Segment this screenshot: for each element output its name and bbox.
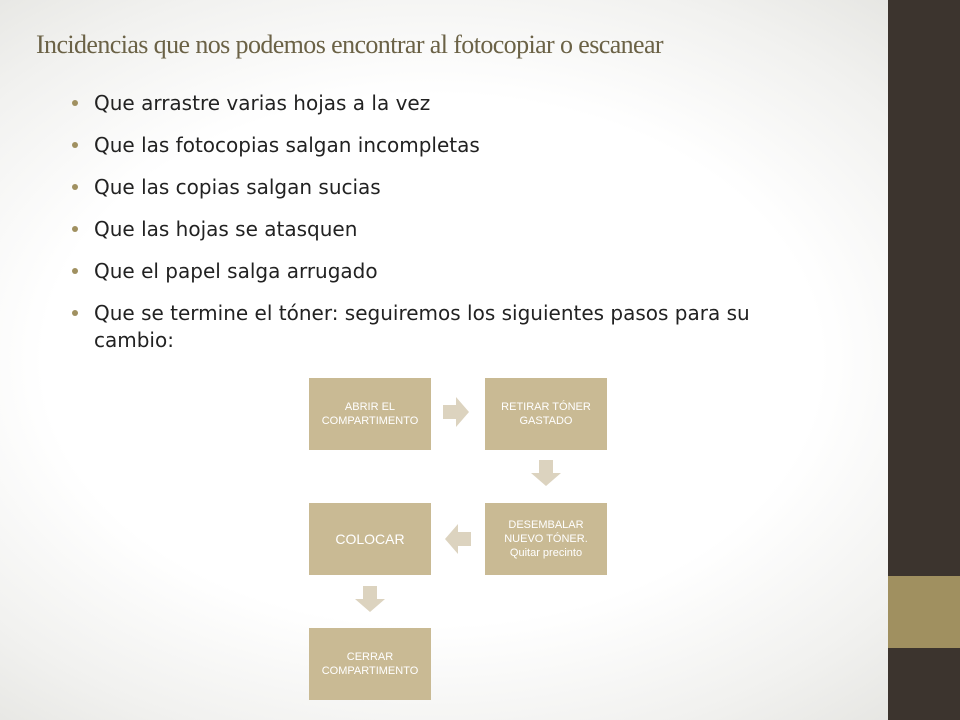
- arrow-right-icon: [443, 397, 469, 427]
- bullet-text: Que las fotocopias salgan incompletas: [94, 133, 480, 157]
- bullet-dot-icon: [72, 226, 78, 232]
- bullet-item: [70, 258, 830, 285]
- step-open-compartment: [309, 378, 431, 450]
- bullet-text: Que se termine el tóner: seguiremos los siguientes pasos para su cambio:: [94, 301, 750, 352]
- step-close-compartment: [309, 628, 431, 700]
- bullet-dot-icon: [72, 268, 78, 274]
- bullet-dot-icon: [72, 310, 78, 316]
- bullet-text: Que las hojas se atasquen: [94, 217, 358, 241]
- bullet-dot-icon: [72, 184, 78, 190]
- bullet-item: [70, 90, 830, 117]
- bullet-item: [70, 174, 830, 201]
- arrow-down-icon: [355, 586, 385, 612]
- arrow-down-icon: [531, 460, 561, 486]
- bullet-text: Que las copias salgan sucias: [94, 175, 381, 199]
- bullet-item: [70, 132, 830, 159]
- bullet-item: [70, 216, 830, 243]
- slide-title: Incidencias que nos podemos encontrar al fotocopiar o escanear: [36, 30, 663, 59]
- step-close-compartment-label: CERRAR COMPARTIMENTO: [321, 651, 419, 677]
- step-unpack-new-toner: [485, 503, 607, 575]
- step-remove-old-toner-label: RETIRAR TÓNER GASTADO: [501, 401, 591, 427]
- bullet-dot-icon: [72, 142, 78, 148]
- bullet-list: [70, 90, 830, 369]
- step-unpack-new-toner-label: DESEMBALAR NUEVO TÓNER. Quitar precinto: [504, 519, 588, 559]
- bullet-text: Que arrastre varias hojas a la vez: [94, 91, 431, 115]
- step-remove-old-toner: [485, 378, 607, 450]
- step-open-compartment-label: ABRIR EL COMPARTIMENTO: [321, 401, 419, 427]
- arrow-left-icon: [445, 524, 471, 554]
- step-place: [309, 503, 431, 575]
- side-accent: [888, 576, 960, 648]
- bullet-item: [70, 300, 830, 354]
- step-place-label: COLOCAR: [335, 531, 405, 547]
- bullet-text: Que el papel salga arrugado: [94, 259, 378, 283]
- bullet-dot-icon: [72, 100, 78, 106]
